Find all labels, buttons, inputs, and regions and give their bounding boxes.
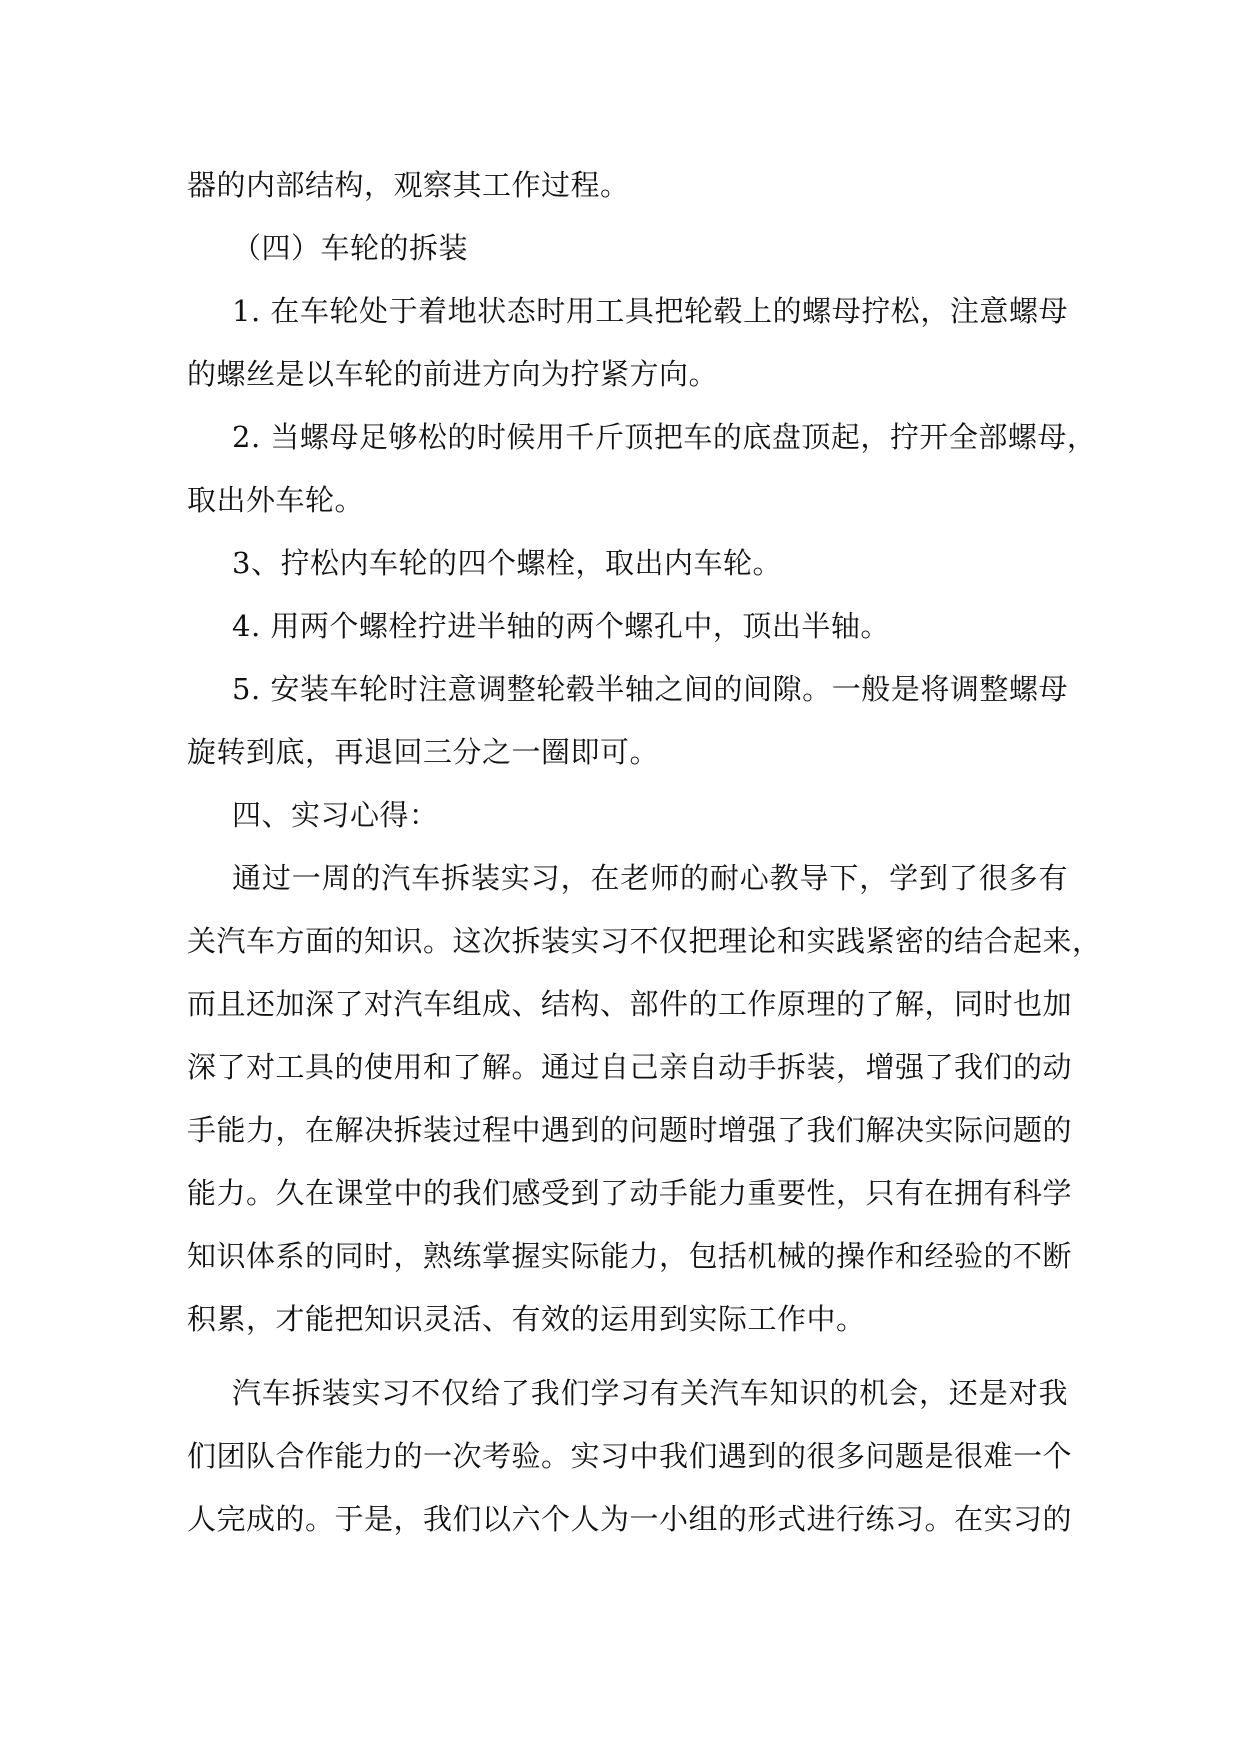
text-line: 旋转到底，再退回三分之一圈即可。	[187, 735, 660, 769]
text-line: 知识体系的同时，熟练掌握实际能力，包括机械的操作和经验的不断	[187, 1239, 1073, 1273]
text-line: 能力。久在课堂中的我们感受到了动手能力重要性，只有在拥有科学	[187, 1176, 1073, 1210]
text-line: 1. 在车轮处于着地状态时用工具把轮毂上的螺母拧松，注意螺母	[232, 294, 1068, 328]
text-line: 关汽车方面的知识。这次拆装实习不仅把理论和实践紧密的结合起来，	[187, 924, 1102, 958]
text-line: 人完成的。于是，我们以六个人为一小组的形式进行练习。在实习的	[187, 1502, 1073, 1536]
text-line: 5. 安装车轮时注意调整轮毂半轴之间的间隙。一般是将调整螺母	[232, 672, 1068, 706]
text-line: 深了对工具的使用和了解。通过自己亲自动手拆装，增强了我们的动	[187, 1050, 1073, 1084]
text-line: 4. 用两个螺栓拧进半轴的两个螺孔中，顶出半轴。	[232, 609, 890, 643]
text-line: 的螺丝是以车轮的前进方向为拧紧方向。	[187, 357, 719, 391]
text-line: 汽车拆装实习不仅给了我们学习有关汽车知识的机会，还是对我	[232, 1376, 1068, 1410]
text-line: 们团队合作能力的一次考验。实习中我们遇到的很多问题是很难一个	[187, 1439, 1073, 1473]
text-line: 积累，才能把知识灵活、有效的运用到实际工作中。	[187, 1302, 866, 1336]
text-line: 取出外车轮。	[187, 483, 365, 517]
text-line: 而且还加深了对汽车组成、结构、部件的工作原理的了解，同时也加	[187, 987, 1073, 1021]
text-line: 2. 当螺母足够松的时候用千斤顶把车的底盘顶起，拧开全部螺母，	[232, 420, 1097, 454]
text-line: 器的内部结构，观察其工作过程。	[187, 168, 630, 202]
section-heading: （四）车轮的拆装	[232, 231, 469, 265]
text-line: 手能力，在解决拆装过程中遇到的问题时增强了我们解决实际问题的	[187, 1113, 1073, 1147]
text-line: 3、拧松内车轮的四个螺栓，取出内车轮。	[232, 546, 782, 580]
section-heading: 四、实习心得：	[232, 798, 439, 832]
text-line: 通过一周的汽车拆装实习，在老师的耐心教导下，学到了很多有	[232, 861, 1068, 895]
